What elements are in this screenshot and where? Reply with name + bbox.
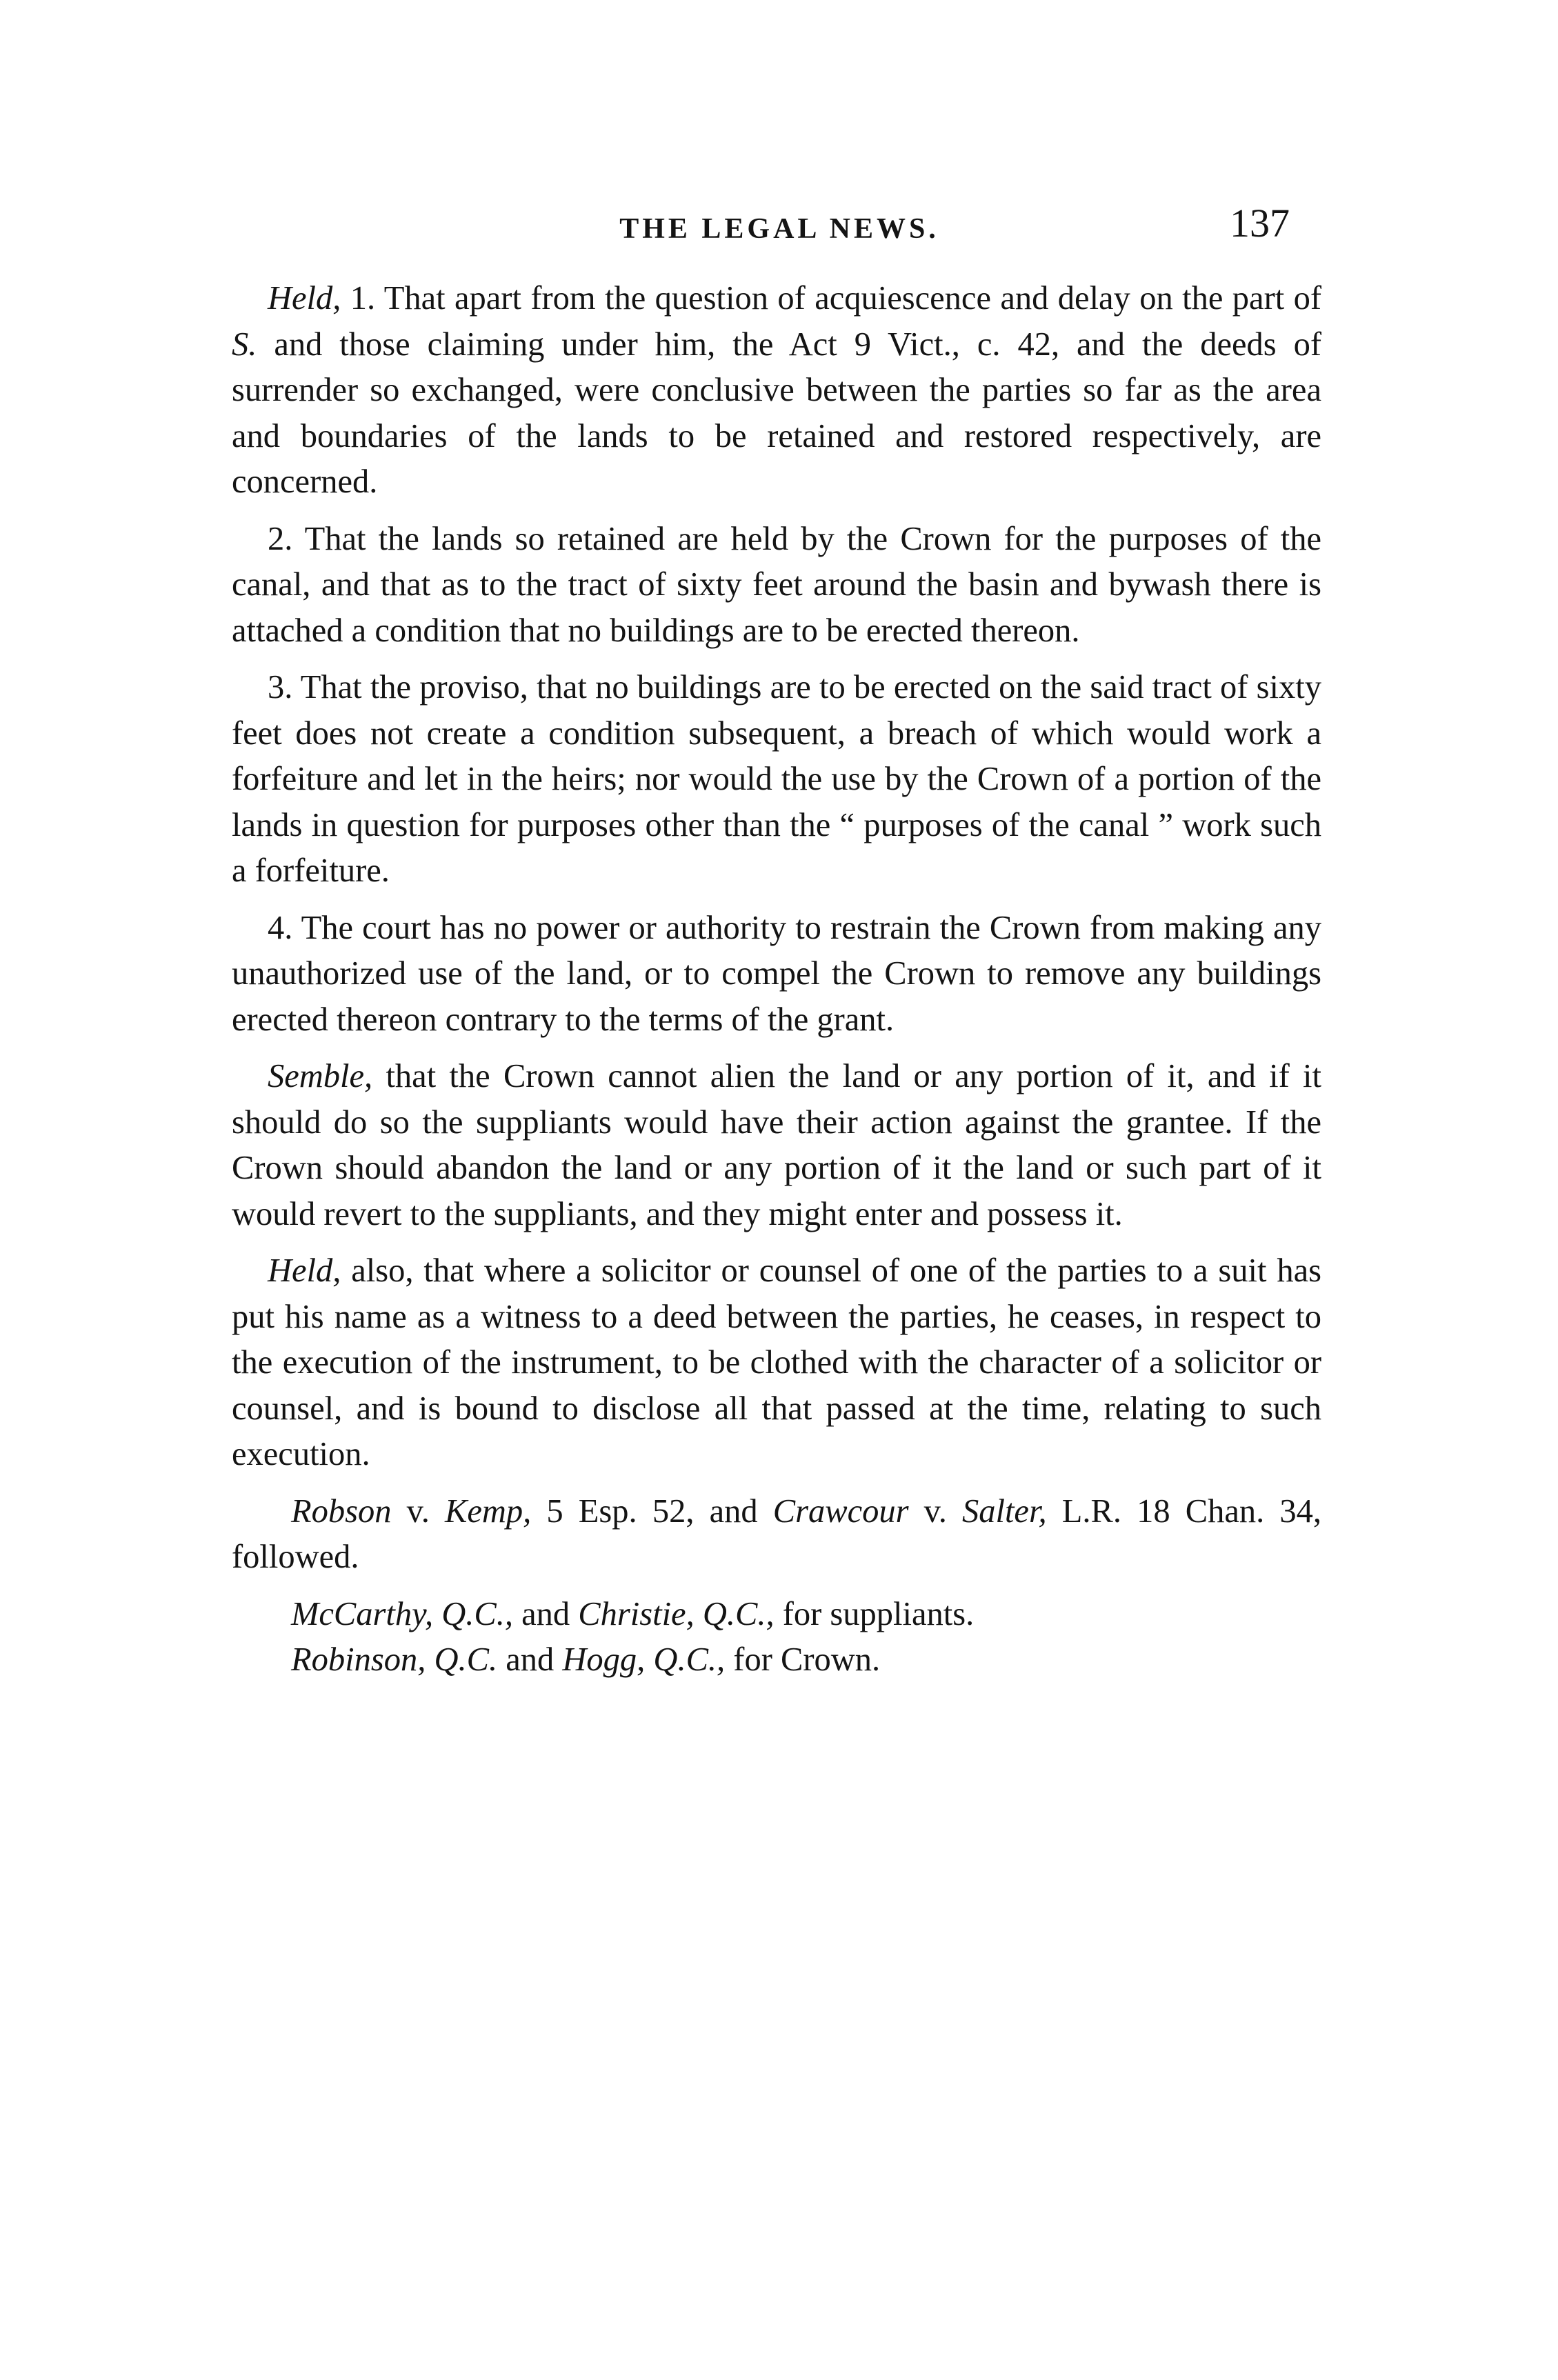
held-label: Held, <box>268 280 341 317</box>
versus: v. <box>908 1492 962 1530</box>
case-name: Kemp, <box>445 1492 532 1530</box>
held-text-a: 1. That apart from the question of acquiescence and delay on the part of <box>341 280 1321 317</box>
counsel-role: for suppliants. <box>774 1595 975 1632</box>
semble-paragraph <box>232 1054 1321 1237</box>
held-paragraph-2: 2. That the lands so retained are held by the Crown for the purposes of the canal, and that as to the tract of sixty feet around the basin and bywash there is attached a condition that no buildings are to be erected thereon. <box>232 520 1321 649</box>
case-name: Crawcour <box>772 1492 909 1530</box>
party-name: S. <box>232 326 257 363</box>
counsel-role: for Crown. <box>725 1641 881 1678</box>
running-title: THE LEGAL NEWS. <box>619 213 939 245</box>
held-also-label: Held, <box>268 1252 341 1289</box>
held-paragraph-4: 4. The court has no power or authority to restrain the Crown from making any unauthorized use of the land, or to compel the Crown to remove any buildings erected thereon contrary to the terms of the grant. <box>232 909 1321 1038</box>
held-also-text: also, that where a solicitor or counsel of one of the parties to a suit has put his name as a witness to a deed between the parties, he ceases, in respect to the execution of the instrument, to be clothed with the character of a solicitor or counsel, and is bound to disclose all that passed at the time, relating to such execution. <box>232 1252 1321 1472</box>
held-paragraph-3: 3. That the proviso, that no buildings are to be erected on the said tract of sixty feet does not create a condition subsequent, a breach of which would work a forfeiture and let in the heirs; nor would the use by the Crown of a portion of the lands in question for purposes other than the “ purposes of the canal ” work such a forfeiture. <box>232 669 1321 889</box>
versus: v. <box>391 1492 445 1530</box>
counsel-name: Robinson, Q.C. <box>291 1641 498 1678</box>
held-paragraph-1 <box>232 276 1321 506</box>
held-text-b: and those claiming under him, the Act 9 Vict., c. 42, and the deeds of surrender so exchanged, were conclusive between the parties so far as the area and boundaries of the lands to be retained and restored respectively, are concerned. <box>232 326 1321 500</box>
counsel-name: McCarthy, Q.C., <box>291 1595 513 1632</box>
semble-text: that the Crown cannot alien the land or any portion of it, and if it should do so the suppliants would have their action against the grantee. If the Crown should abandon the land or any portion of it the land or such part of it would revert to the suppliants, and they might enter and possess it. <box>232 1058 1321 1232</box>
citation-paragraph <box>232 1489 1321 1581</box>
page-header <box>234 200 1324 262</box>
conjunction: and <box>512 1595 579 1632</box>
case-name: Salter, <box>961 1492 1047 1530</box>
body-text <box>232 276 1321 1683</box>
conjunction: and <box>497 1641 563 1678</box>
page-number: 137 <box>1230 201 1290 246</box>
case-name: Robson <box>291 1492 392 1530</box>
held-also-paragraph <box>232 1248 1321 1478</box>
counsel-name: Christie, Q.C., <box>578 1595 775 1632</box>
reporter-reference: L.R. 18 Chan. 34, followed. <box>232 1492 1321 1575</box>
semble-label: Semble, <box>268 1058 373 1094</box>
counsel-suppliants <box>232 1592 1321 1638</box>
counsel-name: Hogg, Q.C., <box>562 1641 726 1678</box>
counsel-crown <box>232 1637 1321 1683</box>
reporter-reference: 5 Esp. 52, and <box>531 1492 773 1530</box>
